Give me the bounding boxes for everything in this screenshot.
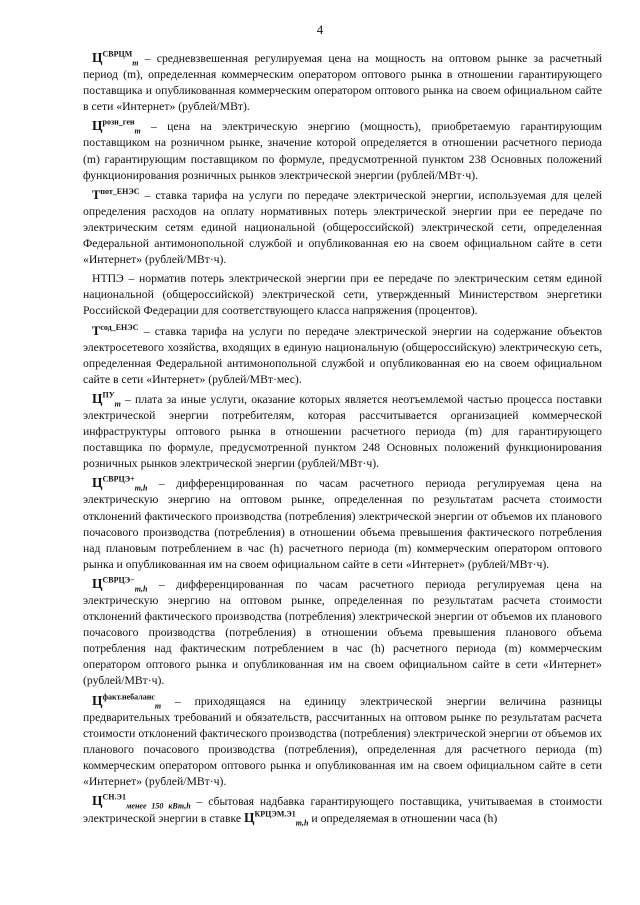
inline-formula-base: Ц (243, 810, 255, 826)
definition-text: – сбытовая надбавка гарантирующего поставщика, учитываемая в стоимости электрической энергии в ставке (83, 795, 602, 826)
definition-text: – ставка тарифа на услуги по передаче электрической энергии, используемая для целей определения расходов на оплату нормативных потерь электрической энергии при ее передаче по электрическим сетям единой национальной (общероссийской) электрической сети, определенная Федеральной антимонопольной службой и опубликованная ею на своем официальном сайте в сети «Интернет» (рублей/МВт·ч). (83, 188, 602, 267)
formula-symbol (92, 692, 162, 711)
formula-symbol (92, 792, 191, 811)
definition-paragraph (83, 391, 602, 472)
formula-symbol-base: Ц (92, 475, 103, 491)
definition-paragraph (83, 576, 602, 690)
formula-symbol (92, 474, 148, 494)
definition-paragraph (83, 475, 602, 573)
formula-symbol-base: Ц (92, 390, 103, 406)
formula-symbol (92, 49, 139, 68)
definition-text-continued: и определяемая в отношении часа (h) (308, 812, 498, 826)
formula-symbol-base: Ц (92, 118, 103, 134)
formula-superscript: розн_ген (102, 117, 135, 127)
formula-subscript: менее 150 кВт,h (125, 801, 191, 811)
formula-symbol-base: Ц (92, 50, 103, 65)
definition-paragraph (83, 323, 602, 388)
formula-superscript: пот_ЕНЭС (100, 186, 140, 196)
inline-formula-superscript: КРЦЭМ.Э1 (254, 809, 296, 819)
formula-symbol (92, 324, 138, 338)
formula-symbol (92, 390, 121, 409)
formula-superscript: сод_ЕНЭС (100, 322, 139, 332)
definition-text: – цена на электрическую энергию (мощность), приобретаемую гарантирующим поставщиком на розничном рынке, значение которой определяется в отношении расчетного периода (m) гарантирующим поставщиком по формуле, предусмотренной пунктом 238 Основных положений функционирования розничных рынков электрической энергии (рублей/МВт·ч). (83, 120, 602, 182)
formula-symbol-base: Т (92, 323, 101, 338)
formula-subscript: m (134, 127, 141, 137)
definition-paragraph (83, 187, 602, 268)
definition-paragraph (83, 50, 602, 115)
definition-text: – ставка тарифа на услуги по передаче электрической энергии на содержание объектов электросетевого хозяйства, входящих в единую национальную (общероссийскую) электрическую сеть, определенная Федеральной антимонопольной службой и опубликованная ею на своем официальном сайте в сети «Интернет» (рублей/МВт·мес). (83, 324, 602, 386)
inline-formula-subscript: m,h (295, 818, 309, 828)
formula-subscript: m (132, 58, 139, 68)
formula-subscript: m,h (134, 484, 148, 494)
page-number: 4 (316, 22, 324, 37)
formula-subscript: m (114, 399, 121, 409)
definition-text: – приходящаяся на единицу электрической энергии величина разницы предварительных требований и обязательств, рассчитанных на оптовом рынке по результатам расчета стоимости отклонений фактического производства (потребления) электрической энергии от объемов их планового почасового производства (потребления), определенная для расчетного периода (m) коммерческим оператором оптового рынка и опубликованная им на своем официальном сайте в сети «Интернет» (рублей/МВт·ч). (83, 694, 602, 789)
definition-paragraph (83, 693, 602, 791)
formula-superscript: СВРЦЭ− (102, 575, 135, 585)
definition-text: – плата за иные услуги, оказание которых является неотъемлемой частью процесса поставки электрической энергии потребителям, которая рассчитывается организацией коммерческой инфраструктуры оптового рынка в отношении расчетного периода (m) для гарантирующего поставщика по формуле, предусмотренной пунктом 248 Основных положений функционирования розничных рынков электрической энергии (рублей/МВт·ч). (83, 392, 602, 471)
formula-subscript: m,h (134, 584, 148, 594)
formula-superscript: СВРЦМ (102, 49, 133, 59)
formula-superscript: СН.Э1 (102, 792, 126, 802)
definition-text: – средневзвешенная регулируемая цена на мощность на оптовом рынке за расчетный период (m), определенная коммерческим оператором оптового рынка в отношении гарантирующего поставщика и опубликованная коммерческим оператором оптового рынка на своем официальном сайте в сети «Интернет» (рублей/МВт). (83, 52, 602, 114)
formula-subscript: m (154, 701, 162, 711)
inline-formula-symbol (243, 809, 309, 828)
formula-superscript: факт.небаланс (102, 692, 155, 702)
definition-paragraph (83, 118, 602, 183)
formula-symbol-base: Т (92, 187, 101, 202)
definition-paragraph (83, 271, 602, 319)
definition-paragraph (83, 793, 602, 827)
formula-superscript: СВРЦЭ+ (102, 474, 135, 484)
formula-symbol (92, 575, 148, 594)
formula-symbol-base: Ц (92, 793, 103, 809)
formula-symbol-base: Ц (92, 692, 103, 708)
formula-symbol (92, 117, 141, 137)
definition-text: НТПЭ – норматив потерь электрической энергии при ее передаче по электрическим сетям единой национальной (общероссийской) электрической сети, утвержденный Министерством энергетики Российской Федерации для соответствующего класса напряжения (процентов). (83, 272, 602, 318)
definition-text: – дифференцированная по часам расчетного периода регулируемая цена на электрическую энергию на оптовом рынке, определенная по результатам расчета стоимости отклонений фактического производства (потребления) электрической энергии от объемов их планового почасового производства (потребления) в отношении объема превышения планового объема потребления над фактическим потреблением в час (h) расчетного периода (m) коммерческим оператором оптового рынка и опубликованная им на своем официальном сайте в сети «Интернет» (рублей/МВт·ч). (83, 577, 602, 688)
definitions-list (83, 50, 602, 830)
formula-symbol (92, 188, 140, 202)
formula-symbol-base: Ц (92, 575, 103, 591)
formula-superscript: ПУ (102, 390, 115, 400)
definition-text: – дифференцированная по часам расчетного периода регулируемая цена на электрическую энергию на оптовом рынке, определенная по результатам расчета стоимости отклонений фактического производства (потребления) электрической энергии от объемов их планового почасового производства (потребления) в отношении объема превышения фактического потребления над плановым потреблением в час (h) расчетного периода (m) коммерческим оператором оптового рынка и опубликованная им на своем официальном сайте в сети «Интернет» (рублей/МВт·ч). (83, 477, 602, 571)
